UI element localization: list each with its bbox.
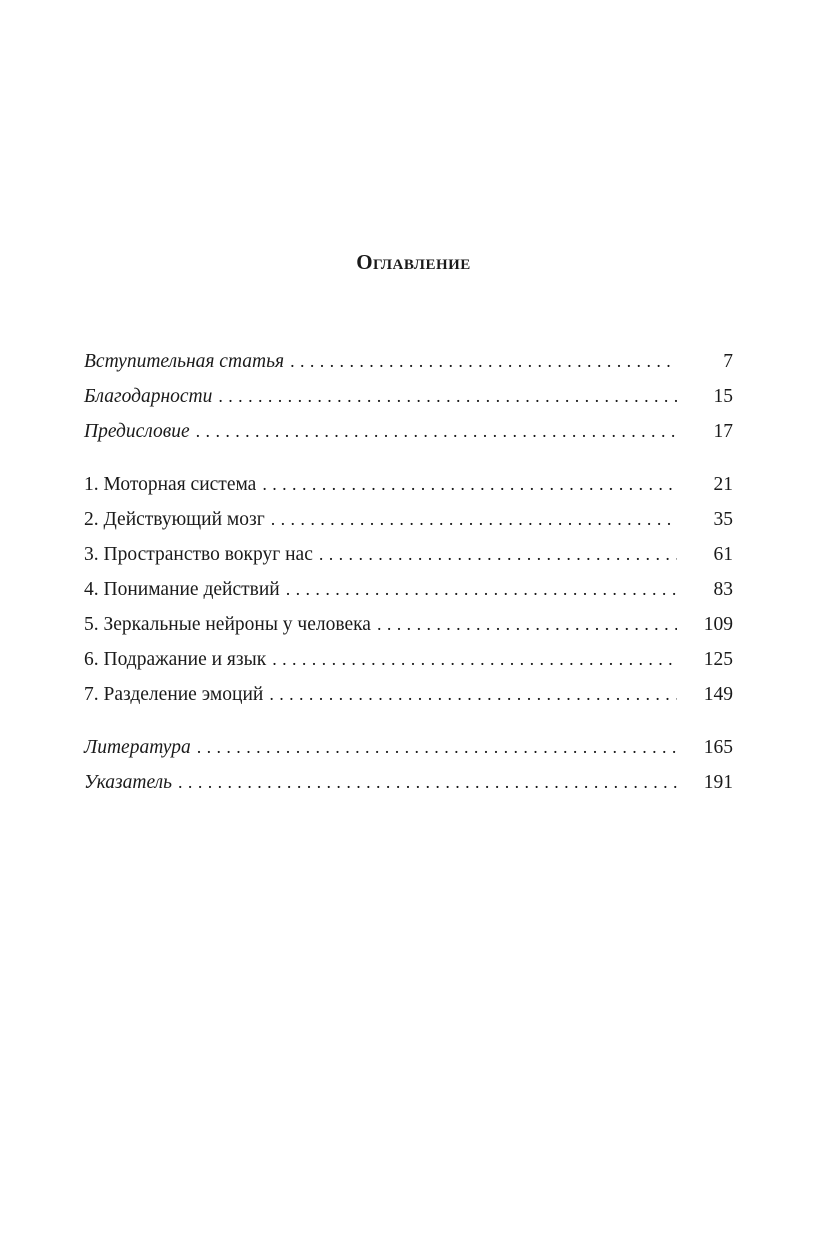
table-of-contents [84, 344, 733, 800]
toc-entry-page: 61 [713, 544, 733, 565]
toc-entry-page: 191 [703, 772, 733, 793]
toc-entry-title: Указатель [84, 772, 173, 793]
dot-leader [319, 537, 677, 572]
toc-entry-index[interactable] [84, 765, 733, 800]
toc-entry-chapter-6[interactable] [84, 642, 733, 677]
toc-entry-title: 5. Зеркальные нейроны у человека [84, 614, 371, 635]
toc-entry-title: 3. Пространство вокруг нас [84, 544, 313, 565]
toc-entry-title: 2. Действующий мозг [84, 509, 265, 530]
toc-entry-page: 7 [723, 351, 733, 372]
toc-entry-title: Предисловие [84, 421, 190, 442]
dot-leader [269, 677, 677, 712]
dot-leader [290, 344, 677, 379]
toc-entry-title: Вступительная статья [84, 351, 285, 372]
toc-entry-page: 125 [703, 649, 733, 670]
dot-leader [271, 502, 677, 537]
toc-entry-page: 149 [703, 684, 733, 705]
dot-leader [272, 642, 677, 677]
toc-entry-chapter-2[interactable] [84, 502, 733, 537]
toc-entry-page: 15 [713, 386, 733, 407]
toc-back-matter [84, 730, 733, 800]
toc-entry-page: 109 [703, 614, 733, 635]
toc-entry-page: 17 [713, 421, 733, 442]
dot-leader [196, 414, 677, 449]
toc-entry-title: 6. Подражание и язык [84, 649, 267, 670]
toc-entry-chapter-1[interactable] [84, 467, 733, 502]
toc-entry-references[interactable] [84, 730, 733, 765]
toc-entry-page: 35 [713, 509, 733, 530]
toc-entry-page: 21 [713, 474, 733, 495]
toc-entry-page: 83 [713, 579, 733, 600]
dot-leader [377, 607, 677, 642]
dot-leader [286, 572, 677, 607]
toc-entry-page: 165 [703, 737, 733, 758]
toc-entry-chapter-5[interactable] [84, 607, 733, 642]
toc-entry-title: 7. Разделение эмоций [84, 684, 264, 705]
dot-leader [262, 467, 677, 502]
toc-entry-acknowledgements[interactable] [84, 379, 733, 414]
toc-entry-foreword[interactable] [84, 344, 733, 379]
toc-entry-title: 4. Понимание действий [84, 579, 280, 600]
toc-entry-preface[interactable] [84, 414, 733, 449]
toc-entry-chapter-7[interactable] [84, 677, 733, 712]
dot-leader [197, 730, 677, 765]
toc-entry-title: Литература [84, 737, 191, 758]
toc-entry-title: 1. Моторная система [84, 474, 257, 495]
dot-leader [218, 379, 677, 414]
toc-entry-title: Благодарности [84, 386, 213, 407]
dot-leader [178, 765, 677, 800]
toc-front-matter [84, 344, 733, 449]
toc-chapters [84, 467, 733, 712]
toc-entry-chapter-3[interactable] [84, 537, 733, 572]
toc-entry-chapter-4[interactable] [84, 572, 733, 607]
page-title: Оглавление [356, 250, 471, 274]
